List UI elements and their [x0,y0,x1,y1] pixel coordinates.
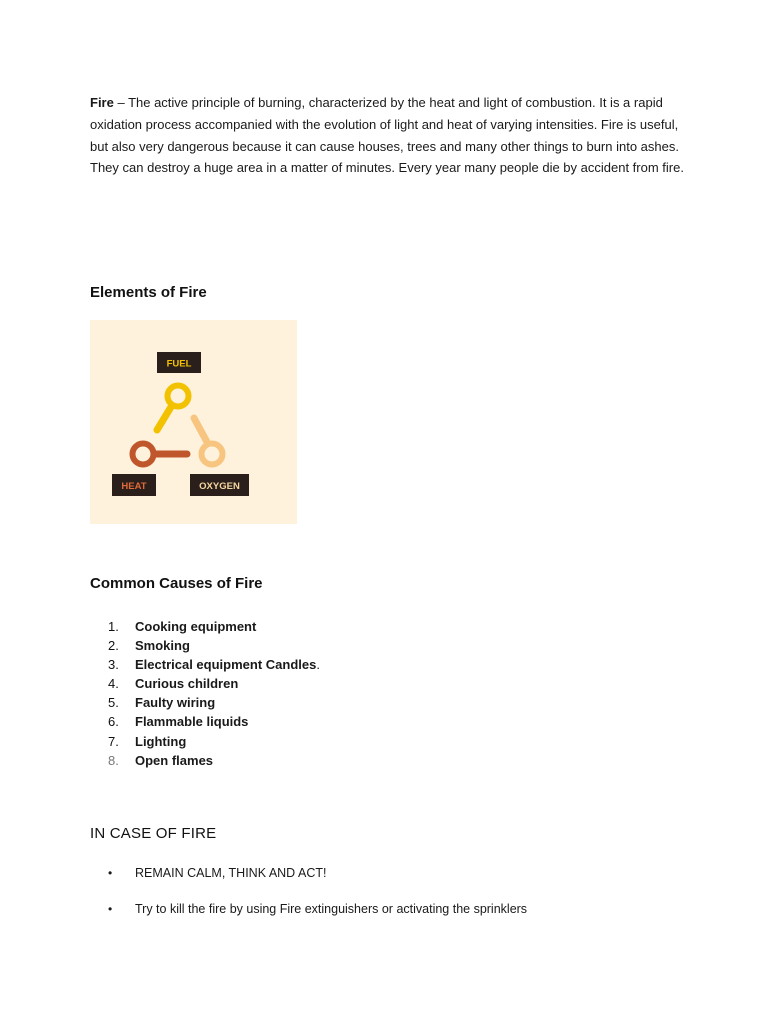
fuel-oxygen-link [194,418,207,442]
intro-term: Fire [90,95,114,110]
list-text: Try to kill the fire by using Fire extinguishers or activating the sprinklers [135,902,528,916]
fire-triangle-diagram [90,320,297,524]
list-item [108,693,320,712]
list-item [108,636,320,655]
list-text: Lighting [135,733,187,749]
intro-paragraph [90,92,690,179]
list-text: Curious children [135,676,239,692]
list-text: REMAIN CALM, THINK AND ACT! [135,866,327,880]
list-text: Cooking equipment [135,619,257,634]
intro-body: – The active principle of burning, characterized by the heat and light of combustion. It is a rapid oxidation process accompanied with the evolution of light and heat of varying intensities. Fire is useful, but also very dangerous because it can cause houses, trees and many other things to burn into ashes. They can destroy a huge area in a matter of minutes. Every year many people die by accident from fire. [90,95,684,176]
in-case-list [108,863,527,919]
bullet-icon: • [108,866,113,880]
list-item [108,655,320,674]
list-item [108,732,320,751]
in-case-heading: IN CASE OF FIRE [90,825,217,842]
heat-node [133,444,154,465]
list-item [108,617,320,636]
list-number: 2. [108,638,119,654]
list-text-suffix: . [316,657,320,673]
list-text: Smoking [135,638,190,654]
list-text: Open flames [135,752,214,768]
causes-heading: Common Causes of Fire [90,575,263,592]
fuel-node [168,386,189,407]
fuel-label: FUEL [166,358,192,370]
heat-label: HEAT [121,481,147,492]
list-number: 6. [108,714,119,730]
list-item [108,751,320,770]
list-number: 1. [108,619,119,634]
list-number: 5. [108,695,119,711]
elements-heading: Elements of Fire [90,284,207,301]
fire-triangle-svg [90,320,297,524]
oxygen-label: OXYGEN [199,481,240,492]
bullet-icon: • [108,902,113,916]
list-item [108,712,320,731]
list-text: Flammable liquids [135,714,249,730]
list-number: 8. [108,752,119,768]
oxygen-node [202,444,223,465]
list-text: Electrical equipment Candles [135,657,317,673]
list-text: Faulty wiring [135,695,216,711]
list-item [108,863,527,883]
causes-list [108,617,320,770]
list-item [108,899,527,919]
list-number: 4. [108,676,119,692]
list-number: 7. [108,733,119,749]
list-number: 3. [108,657,119,673]
list-item [108,674,320,693]
